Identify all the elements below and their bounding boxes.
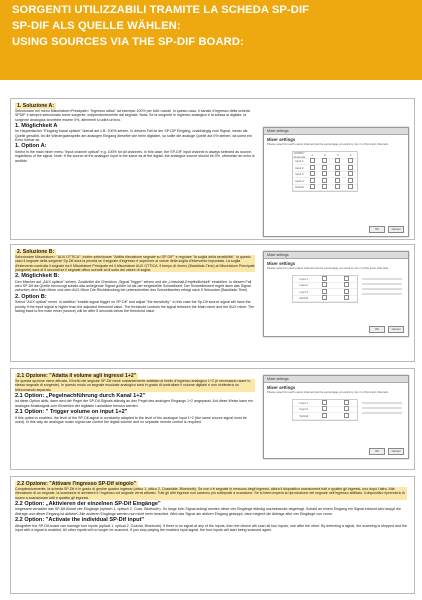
table-row — [293, 185, 357, 192]
checkbox[interactable] — [335, 158, 340, 163]
row-label: Input 2 — [299, 283, 308, 288]
paragraph-de: Im Hauptmischer "Eingang Kanal optisch" überall auf z.B. 100% setzen. In diesem Fall ist der SP-DIF Eingang, unabhängig vom Signal, immer als Quelle gewählt. Ist die Wiedergabequelle am analogen Eingang dieselbe wie beim digitalen, so sollte die analoge Quelle auf 0% stehen, da sonst ein Echo hörbar ist. — [15, 129, 252, 143]
section-title: 2.2 Opzione: "Attivare l'ingresso SP-Dif singolo" — [17, 481, 137, 487]
panel-note: Please select for each output channel just the percentage you want to mix in of the input channels — [267, 390, 388, 394]
cancel-button[interactable]: Cancel — [388, 448, 404, 455]
column-header: 3 — [337, 152, 339, 157]
ok-button[interactable]: OK — [369, 448, 385, 455]
cancel-button[interactable]: Cancel — [388, 226, 404, 233]
paragraph-it: Complessivamente, la scheda SP-Dif è in grado di gestire quattro ingressi (ottico 1, ottico 2, Coassiale, Bluetooth). Se non c'è segnale in nessuno degli ingressi, allora il dispositivo scansionerà tutti e quattro gli ingressi, uno dopo l'altro. Alla rilevazione di un segnale, la scansione si arresterà e l'ingresso col segnale verrà attivato. Tutti gli altri ingressi non saranno più sottoposti a scansione. Se si interromperà la riproduzione del segnale nell'ingresso abilitato, il dispositivo riprenderà di nuovo a scansionare tutti e quattro gli ingressi. — [15, 487, 407, 500]
checkbox[interactable] — [322, 400, 327, 405]
checkbox[interactable] — [310, 171, 315, 176]
option-line — [362, 293, 402, 295]
column-header: 1 — [311, 152, 313, 157]
checkbox[interactable] — [335, 171, 340, 176]
dialog-buttons — [369, 226, 404, 233]
row-label: Input 2 — [295, 165, 304, 170]
option-line — [362, 283, 402, 285]
checkbox[interactable] — [310, 178, 315, 183]
option-line — [362, 412, 402, 414]
ok-button[interactable]: OK — [369, 326, 385, 333]
paragraph-it: Se questa opzione viene attivata, il livello del segnale SP-Dif viene costantemente adattato al livello d'ingresso analogico 1+2 (è necessario usare lo stesso segnale di sorgente). In questo modo un segnale musicale analogico sarà in grado di controllare il volume digitale e non richiederà un telecomando separato. — [15, 379, 255, 392]
checkbox[interactable] — [348, 184, 353, 189]
paragraph-de: Den Mischer auf „AUX optisch" setzen. Zusätzlich die Checkbox „Signal Trigger" setzen und die „Umschalt-Empfindlichkeit" einstellen. In diesem Fall wird SP-Dif als Quelle bevorzugt sobald das anliegende Signal größer ist als der eingestellte Schwellwert. Der Schwellenwert regelt dann das Signal zwischen dem Main Mixer und dem AUX Mixer Die Rückblendung bei unterschreiten des Schwellwertes erfolgt nach 5 Sekunden (Backfade-Time) — [15, 279, 252, 293]
checkbox[interactable] — [348, 165, 353, 170]
paragraph-en: Altogether the SP-Dif-board can manage four inputs (optical 1, optical 2, Coaxial, Bluetooth). If there is no signal at any of the inputs, then the device will scan all four inputs, one after the other. By detecting a signal, the scanning is stopped and the input with a signal is enabled. All other inputs will no longer be scanned. If you stop playing the enabled input signal, the four inputs will start being scanned again. — [15, 523, 407, 532]
checkbox[interactable] — [322, 406, 327, 411]
checkbox[interactable] — [344, 406, 349, 411]
paragraph-it: Selezionare nel menu Miscelatore>Principale> "ingresso ottica" ad esempio 100% per tutti i canali. In questo caso, il canale d'ingresso della scheda SPDIF è sempre selezionato come sorgente, indipendentemente dal segnale. Nota: Se la sorgente in ingresso analogico è la stessa al digitale, la sorgente analogica dovrebbe essere 0%, altrimenti si udirà un'eco. — [15, 109, 250, 122]
checkbox[interactable] — [310, 165, 315, 170]
checkbox[interactable] — [322, 282, 327, 287]
section-title: 2.1 Opzione: "Adatta il volume agli ingressi 1+2" — [17, 373, 137, 379]
ok-button[interactable]: OK — [369, 226, 385, 233]
checkbox[interactable] — [322, 276, 327, 281]
row-label: Input 1 — [295, 159, 304, 164]
option-line — [362, 402, 402, 404]
paragraph-it: Selezionare Miscelatore> "AUX OTTICA". Inoltre selezionare "Abilita rilevazione segnale su SP-DIF" e regolare "la soglia della sensibilità". In questo caso il segnale della sorgente Sp-Dif avrà la priorità se il segnale d'ingresso è superiore al valore della soglia d'intervento impostata. La soglia d'intervento controlla il segnale tra il Miscelatore Principale ed il Miscelatore AUX OTTICA. Il tempo di ritorno (Backfade-Time) al Miscelatore Principale (sorgente) sarà di 5 secondi se il segnale ottico scende al di sotto del valore di soglia. — [15, 255, 255, 272]
paragraph-de: Ist diese Option aktiv, dann wird der Pegel der SP-Dif-Signals ständig an den Pegel des analogen Eingangs 1+2 angepasst. Auf diese Weise kann ein analoges Musiksignal zum Einstellen der digitalen Lautstärke benutzt werden. — [15, 399, 253, 408]
checkbox[interactable] — [322, 178, 327, 183]
panel-title: Mixer settings — [267, 137, 296, 142]
checkbox[interactable] — [344, 295, 349, 300]
checkbox[interactable] — [322, 184, 327, 189]
panel-title: Mixer settings — [267, 261, 296, 266]
checkbox[interactable] — [344, 413, 349, 418]
option-line — [362, 288, 402, 290]
row-label: Input 4 — [295, 178, 304, 183]
mixer-table — [292, 399, 358, 421]
checkbox[interactable] — [344, 282, 349, 287]
section-title: 1. Soluzione A: — [17, 103, 54, 109]
checkbox[interactable] — [322, 158, 327, 163]
checkbox[interactable] — [322, 295, 327, 300]
heading-en: 2. Option B: — [15, 293, 47, 300]
checkbox[interactable] — [322, 289, 327, 294]
panel-title: Mixer settings — [267, 385, 296, 390]
section-solution-b — [10, 244, 415, 362]
heading-de: 2.1 Option: „Pegelnachführung durch Kanal 1+2" — [15, 392, 146, 399]
section-text — [15, 481, 407, 533]
row-label: Input 1 — [299, 400, 308, 405]
checkbox[interactable] — [348, 158, 353, 163]
aux-mixer-screenshot — [263, 251, 409, 337]
panel-note: Please select for each output channel just the percentage you want to mix in of the input channels — [267, 266, 388, 270]
checkbox[interactable] — [322, 413, 327, 418]
column-header: 2 — [324, 152, 326, 157]
header-banner — [0, 0, 422, 80]
heading-de: 2. Möglichkeit B: — [15, 273, 60, 280]
heading-en: 2.2 Option: "Activate the individual SP-Dif input" — [15, 517, 144, 524]
table-row — [293, 296, 357, 303]
row-label: Input 1 — [299, 276, 308, 281]
heading-de: 1. Möglichkeit A — [15, 122, 58, 129]
paragraph-de: Insgesamt verwaltet das SP-Dif-Board vier Eingänge (optisch 1, optisch 2, Coax, Bluetooth). So lange kein Signal anliegt werden diese vier Eingänge ständig nacheinander abgefragt. Sobald an einem Eingang ein Signal erkannt wird stoppt die Abfrage und dieser Eingang ist aktiviert. Alle anderen Eingänge werden nun nicht mehr beachtet. Wird das Signal am aktiven Eingang gestoppt, dann beginnt die Abfrage aller vier Eingänge von vorne. — [15, 507, 401, 516]
window-title: Mixer settings — [264, 376, 408, 383]
checkbox[interactable] — [344, 289, 349, 294]
banner-title-en: USING SOURCES VIA THE SP-DIF BOARD: — [12, 36, 244, 48]
checkbox[interactable] — [335, 184, 340, 189]
checkbox[interactable] — [310, 158, 315, 163]
checkbox[interactable] — [348, 178, 353, 183]
heading-en: 2.1 Option: " Trigger volume on input 1+2" — [15, 409, 128, 416]
row-label: Input 2 — [299, 407, 308, 412]
window-title: Mixer settings — [264, 128, 408, 135]
mixer-table — [292, 275, 358, 303]
section-text — [15, 373, 255, 425]
checkbox[interactable] — [335, 178, 340, 183]
window-title: Mixer settings — [264, 252, 408, 259]
checkbox[interactable] — [322, 165, 327, 170]
option-line — [362, 278, 402, 280]
volume-trigger-screenshot — [263, 375, 409, 459]
heading-en: 1. Option A: — [15, 143, 47, 150]
checkbox[interactable] — [344, 400, 349, 405]
mixer-settings-screenshot — [263, 127, 409, 237]
section-option-2-1 — [10, 368, 415, 470]
trigger-options — [362, 275, 402, 310]
row-label: Optical — [299, 296, 309, 301]
section-text — [15, 103, 255, 164]
cancel-button[interactable]: Cancel — [388, 326, 404, 333]
option-line — [362, 407, 402, 409]
table-row — [293, 413, 357, 420]
column-header: 4 — [349, 152, 352, 157]
dialog-buttons — [369, 448, 404, 455]
paragraph-en: If this option is enabled, the level of the SP-Dif-signal is constantly adapted to the level of the analogue input 1+2 (the same source signal must be used). In this way an analogue music signal can control the digital volume and no separate remote control is required. — [15, 415, 247, 424]
trigger-options — [362, 399, 402, 434]
section-text — [15, 249, 255, 314]
checkbox[interactable] — [344, 276, 349, 281]
section-option-2-2 — [10, 476, 415, 594]
heading-de: 2.2 Option: „Aktivieren der einzelnen SP-Dif Eingänge" — [15, 500, 161, 507]
checkbox[interactable] — [322, 171, 327, 176]
checkbox[interactable] — [310, 184, 315, 189]
section-title: 2. Soluzione B: — [17, 249, 55, 255]
section-solution-a — [10, 98, 415, 240]
banner-title-de: SP-DIF ALS QUELLE WÄHLEN: — [12, 20, 181, 32]
row-label: Optical — [295, 185, 304, 190]
paragraph-en: Select "AUX optical" mixer. In addition "enable signal trigger on SP-Dif" and adjust "the sensitivity". In this case the Sp-Dif source signal will have the priority if the input signal is higher than the adjusted threshold value. The threshold controls the signal between the Main mixer and the AUX mixer. The fading back to the main mixer (source) will be after 5 seconds below the threshold value. — [15, 300, 255, 313]
checkbox[interactable] — [335, 165, 340, 170]
row-label: Optical — [299, 413, 309, 418]
row-label: Input 3 — [299, 289, 308, 294]
paragraph-en: Select in the main mixer menu "input channel optical" e.g. 100% for all channels. In this case, the SP-DIF input channel is always selected as source, regardless of the signal. Note: If the source at the analogue input is the same as at the digital, the analogue source should be 0%, otherwise an echo is audible. — [15, 149, 255, 163]
mixer-table — [292, 151, 358, 192]
dialog-buttons — [369, 326, 404, 333]
panel-note: Please select for each output channel just the percentage you want to mix in of the input channels — [267, 142, 388, 146]
row-label: Input 3 — [295, 172, 304, 177]
banner-title-it: SORGENTI UTILIZZABILI TRAMITE LA SCHEDA SP-DIF — [12, 4, 310, 16]
checkbox[interactable] — [348, 171, 353, 176]
column-header: SUPPLY Channels — [293, 150, 306, 159]
